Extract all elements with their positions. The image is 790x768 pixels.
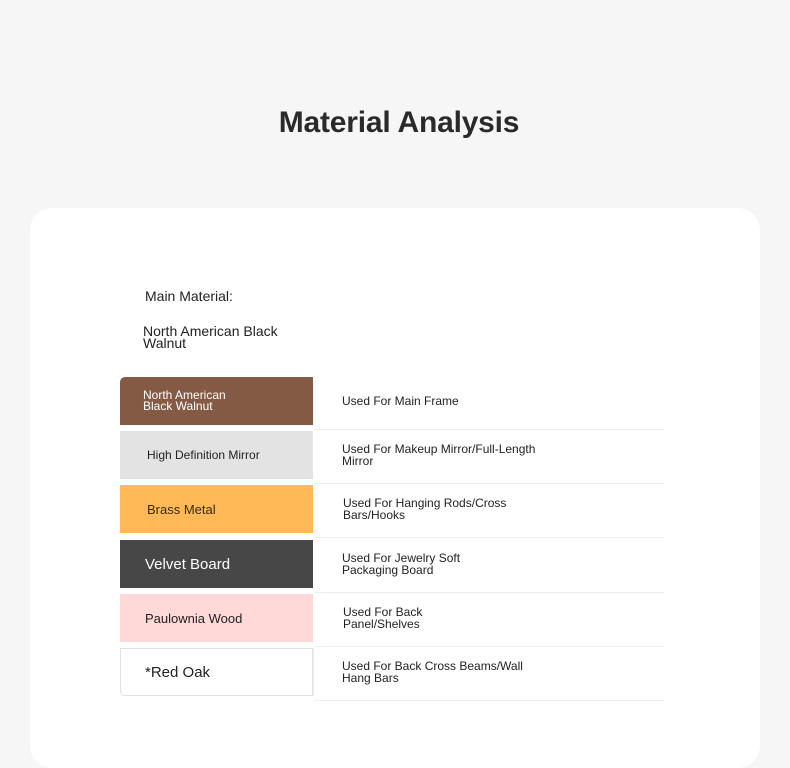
material-row bbox=[120, 431, 664, 479]
material-row bbox=[120, 377, 664, 425]
material-swatch bbox=[120, 377, 313, 425]
page-title: Material Analysis bbox=[278, 106, 520, 139]
row-divider bbox=[314, 537, 664, 538]
material-name: Brass Metal bbox=[147, 501, 216, 517]
material-name: North American Black Walnut bbox=[143, 388, 226, 413]
material-name: *Red Oak bbox=[145, 663, 211, 681]
main-material-label: Main Material: bbox=[145, 288, 233, 304]
row-divider bbox=[314, 483, 664, 484]
material-row bbox=[120, 485, 664, 533]
column-divider bbox=[313, 648, 314, 696]
material-swatch bbox=[120, 431, 313, 479]
material-usage: Used For Back Cross Beams/Wall Hang Bars bbox=[342, 659, 523, 685]
row-divider bbox=[314, 592, 664, 593]
row-divider bbox=[314, 646, 664, 647]
material-usage: Used For Makeup Mirror/Full-Length Mirror bbox=[342, 442, 536, 468]
material-row bbox=[120, 594, 664, 642]
material-name: High Definition Mirror bbox=[147, 448, 260, 462]
material-usage: Used For Hanging Rods/Cross Bars/Hooks bbox=[343, 496, 507, 522]
material-usage: Used For Main Frame bbox=[342, 394, 459, 408]
material-row bbox=[120, 648, 664, 696]
material-swatch bbox=[120, 485, 313, 533]
material-swatch bbox=[120, 594, 313, 642]
row-divider bbox=[314, 700, 664, 701]
main-material-value: North American Black Walnut bbox=[143, 323, 278, 351]
row-divider bbox=[314, 429, 664, 430]
material-swatch bbox=[120, 540, 313, 588]
material-usage: Used For Jewelry Soft Packaging Board bbox=[342, 551, 461, 577]
material-row bbox=[120, 540, 664, 588]
material-usage: Used For Back Panel/Shelves bbox=[343, 605, 423, 631]
material-name: Velvet Board bbox=[145, 555, 231, 573]
material-name: Paulownia Wood bbox=[145, 610, 243, 626]
material-swatch bbox=[120, 648, 313, 696]
